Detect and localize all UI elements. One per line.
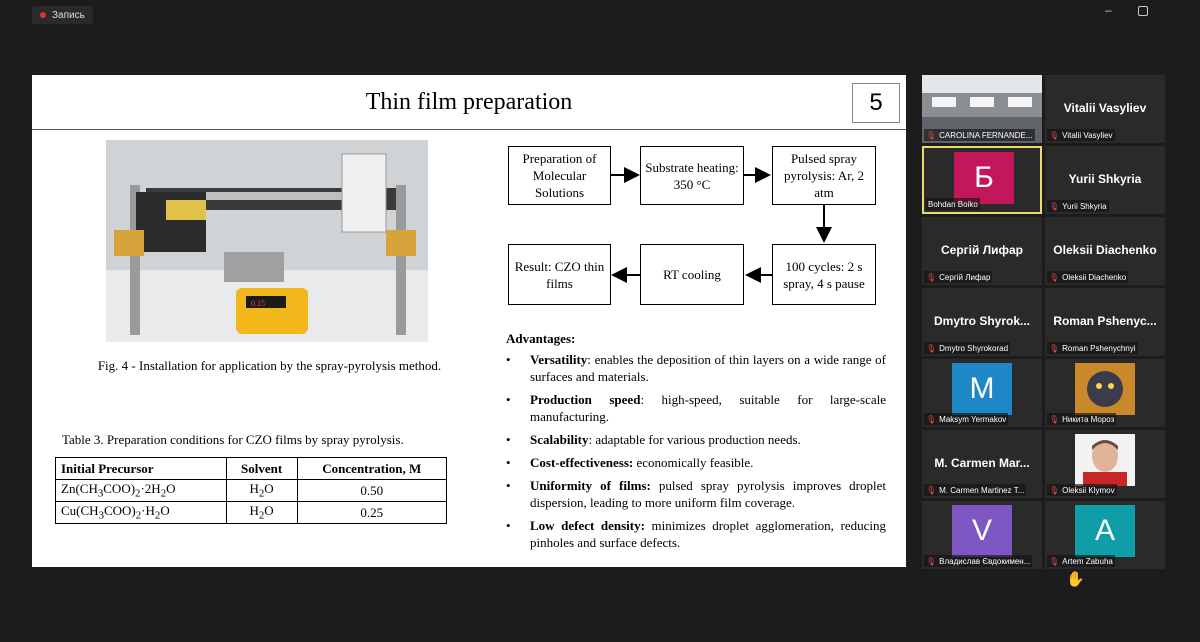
advantages-list xyxy=(506,351,886,557)
microphone-muted-icon: 🎙 xyxy=(1049,272,1060,282)
figure-caption: Fig. 4 - Installation for application by the spray-pyrolysis method. xyxy=(97,358,442,373)
participant-name-label: Vitalii Vasyliev xyxy=(1062,130,1113,140)
microphone-muted-icon: 🎙 xyxy=(1049,343,1060,353)
microphone-muted-icon: 🎙 xyxy=(1049,414,1060,424)
participant-name-label: Владислав Євдокимен... xyxy=(939,556,1031,566)
header-initial-precursor: Initial Precursor xyxy=(56,458,227,480)
concentration-cell: 0.25 xyxy=(297,502,446,524)
participant-name-label: Oleksii Klymov xyxy=(1062,485,1115,495)
participant-tile[interactable] xyxy=(1045,75,1165,143)
flow-step-rt-cooling: RT cooling xyxy=(640,244,744,305)
avatar: Б xyxy=(954,152,1014,204)
exit-button[interactable] xyxy=(1138,6,1148,16)
participant-name-label: Dmytro Shyrokorad xyxy=(939,343,1009,353)
precursor-cell: $Zn(CH_3COO)_2\cdot 2H_2O$ xyxy=(56,480,227,502)
avatar: A xyxy=(1075,505,1135,557)
participant-display-name: Oleksii Diachenko xyxy=(1053,243,1157,257)
participant-tile[interactable] xyxy=(1045,359,1165,427)
header-concentration: Concentration, M xyxy=(297,458,446,480)
flow-step-cycles: 100 cycles: 2 s spray, 4 s pause xyxy=(772,244,876,305)
participant-display-name: Yurii Shkyria xyxy=(1068,172,1142,186)
concentration-cell: 0.50 xyxy=(297,480,446,502)
microphone-muted-icon: 🎙 xyxy=(1049,130,1060,140)
flow-step-substrate-heating: Substrate heating: 350 °C xyxy=(640,146,744,205)
record-dot-icon xyxy=(40,12,46,18)
advantages-heading: Advantages: xyxy=(506,331,576,346)
participant-display-name: M. Carmen Mar... xyxy=(934,456,1030,470)
slide-number: 5 xyxy=(852,83,900,123)
participant-tile-active-speaker[interactable] xyxy=(922,146,1042,214)
list-item: • Low defect density: minimizes droplet agglomeration, reducing pinholes and surface defects. xyxy=(506,517,886,551)
shared-slide xyxy=(32,75,906,567)
recording-label: Запись xyxy=(52,9,85,21)
flow-step-pulsed-spray: Pulsed spray pyrolysis: Ar, 2 atm xyxy=(772,146,876,205)
participant-tile[interactable] xyxy=(1045,430,1165,498)
microphone-muted-icon: 🎙 xyxy=(926,272,937,282)
header-solvent: Solvent xyxy=(226,458,297,480)
participant-tile[interactable] xyxy=(1045,217,1165,285)
avatar: V xyxy=(952,505,1012,557)
participant-name-label: Artem Zabuha xyxy=(1062,556,1113,566)
list-item: • Production speed: high-speed, suitable for large-scale manufacturing. xyxy=(506,391,886,425)
list-item: • Versatility: enables the deposition of thin layers on a wide range of surfaces and materials. xyxy=(506,351,886,385)
minimize-button[interactable]: – xyxy=(1105,3,1112,17)
precursor-cell: $Cu(CH_3COO)_2\cdot H_2O$ xyxy=(56,502,227,524)
participant-tile[interactable] xyxy=(922,217,1042,285)
participant-name-label: Сергій Лифар xyxy=(939,272,991,282)
participant-name-label: Yurii Shkyria xyxy=(1062,201,1107,211)
participant-tile[interactable] xyxy=(922,75,1042,143)
list-item: • Scalability: adaptable for various production needs. xyxy=(506,431,886,448)
participant-name-label: CAROLINA FERNANDE... xyxy=(939,130,1033,140)
participant-name-label: Roman Pshenychnyi xyxy=(1062,343,1136,353)
recording-indicator[interactable] xyxy=(32,6,93,24)
participant-display-name: Vitalii Vasyliev xyxy=(1063,101,1147,115)
list-item: • Cost-effectiveness: economically feasible. xyxy=(506,454,886,471)
slide-title: Thin film preparation xyxy=(365,89,573,115)
microphone-muted-icon: 🎙 xyxy=(1049,201,1060,211)
participant-display-name: Roman Pshenyc... xyxy=(1053,314,1157,328)
participant-name-label: Maksym Yermakov xyxy=(939,414,1007,424)
solvent-cell: $H_2O$ xyxy=(226,480,297,502)
participant-name-label: Oleksii Diachenko xyxy=(1062,272,1127,282)
participant-tile[interactable] xyxy=(922,359,1042,427)
table-title: Table 3. Preparation conditions for CZO films by spray pyrolysis. xyxy=(62,432,404,447)
avatar: M xyxy=(952,363,1012,415)
hand-cursor-icon: ✋ xyxy=(1066,571,1085,588)
microphone-muted-icon: 🎙 xyxy=(926,343,937,353)
flow-step-preparation: Preparation of Molecular Solutions xyxy=(508,146,611,205)
svg-text:0.15: 0.15 xyxy=(251,299,265,308)
participant-name-label: M. Carmen Martinez T... xyxy=(939,485,1025,495)
list-item: • Uniformity of films: pulsed spray pyrolysis improves droplet dispersion, leading to more uniform film coverage. xyxy=(506,477,886,511)
participant-tile[interactable] xyxy=(922,501,1042,569)
microphone-muted-icon: 🎙 xyxy=(926,485,937,495)
participant-tile[interactable] xyxy=(1045,501,1165,569)
microphone-muted-icon: 🎙 xyxy=(1049,556,1060,566)
participant-display-name: Dmytro Shyrok... xyxy=(933,314,1031,328)
participant-tile[interactable] xyxy=(922,430,1042,498)
microphone-muted-icon: 🎙 xyxy=(926,556,937,566)
participant-display-name: Сергій Лифар xyxy=(940,243,1023,257)
participant-tile[interactable] xyxy=(1045,146,1165,214)
exit-icon xyxy=(1138,6,1148,16)
participant-name-label: Никита Мороз xyxy=(1062,414,1115,424)
microphone-muted-icon: 🎙 xyxy=(926,130,937,140)
participant-tile[interactable] xyxy=(1045,288,1165,356)
microphone-muted-icon: 🎙 xyxy=(1049,485,1060,495)
participant-name-label: Bohdan Boiko xyxy=(928,199,978,209)
solvent-cell: $H_2O$ xyxy=(226,502,297,524)
participant-tile[interactable] xyxy=(922,288,1042,356)
microphone-muted-icon: 🎙 xyxy=(926,414,937,424)
flow-step-result: Result: CZO thin films xyxy=(508,244,611,305)
